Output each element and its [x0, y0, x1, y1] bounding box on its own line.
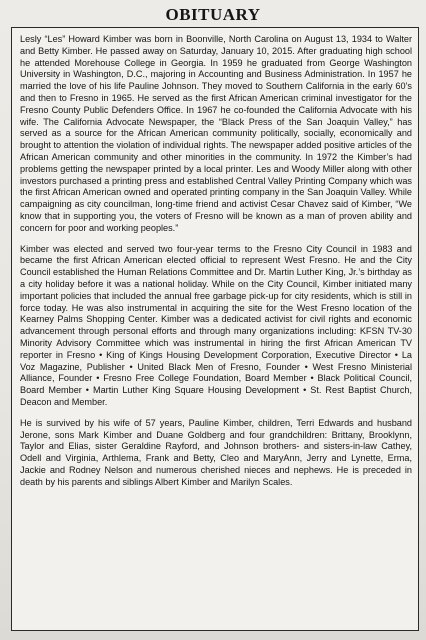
paragraph-life-and-career: Lesly “Les” Howard Kimber was born in Boonville, North Carolina on August 13, 1934 to Walter and Betty Kimber. He passed away on Saturday, January 10, 2015. After graduating high school he attended Morehouse College in Georgia. In 1959 he graduated from George Washington University in Washington, D.C., majoring in Accounting and Business Administration. In 1957 he married the love of his life Pauline Johnson. They moved to Southern California in the early 60’s and then to Fresno in 1965. He served as the first African American criminal investigator for the Fresno County Public Defenders Office. In 1967 he co-founded the California Advocate with his wife. The California Advocate Newspaper, the “Black Press of the San Joaquin Valley,” has served as a source for the African American community politically, socially, economically and brought to attention the violation of individual rights. The newspaper added positive articles of the African American community and other minorities in the community. In 1972 the Kimber’s had problems getting the newspaper printed by a local printer. Les and Woody Miller along with other investors purchased a printing press and established Central Valley Printing Company which was the first African American owned and operated printing company in the San Joaquin Valley. While campaigning as city councilman, long-time friend and activist Cesar Chavez said of Kimber, “We know that in supporting you, the voters of Fresno will be known as a man of proven ability and concern for poor and working peoples.”: [20, 34, 412, 233]
obituary-title: OBITUARY: [165, 5, 261, 24]
paragraph-city-council: Kimber was elected and served two four-year terms to the Fresno City Council in 1983 and became the first African American elected official to represent West Fresno. He and the City Council established the Human Relations Committee and Dr. Martin Luther King, Jr.’s birthday as a city holiday before it was a national holiday. While on the City Council, Kimber initiated many important policies that included the annual free garbage pick-up for city residents, which is still in force today. He was also instrumental in acquiring the site for the West Fresno location of the Kearney Palms Shopping Center. Kimber was a dedicated activist for civil rights and economic advancement through personal efforts and through many organizations including: KFSN TV-30 Minority Advisory Committee which was instrumental in hiring the first African American TV reporter in Fresno • King of Kings Housing Development Corporation, Executive Director • La Voz Magazine, Publisher • United Black Men of Fresno, Founder • West Fresno Ministerial Alliance, Founder • Fresno Free College Foundation, Board Member • Black Political Council, Board Member • Martin Luther King Square Housing Development • St. Rest Baptist Church, Deacon and Member.: [20, 243, 412, 407]
obituary-body: [20, 34, 412, 488]
paragraph-survivors: He is survived by his wife of 57 years, Pauline Kimber, children, Terri Edwards and husband Jerone, sons Mark Kimber and Duane Goldberg and four grandchildren: Brittany, Brooklynn, Taylor and Elias, sister Geraldine Rayford, and Johnson brothers- and sisters-in-law Cathey, Odell and Virginia, Arthlema, Frank and Betty, Cleo and MaryAnn, Jerry and Lynette, Erma, Jackie and Rodney Nelson and numerous cherished nieces and nephews. He is preceded in death by his parents and siblings Albert Kimber and Marilyn Scales.: [20, 417, 412, 487]
